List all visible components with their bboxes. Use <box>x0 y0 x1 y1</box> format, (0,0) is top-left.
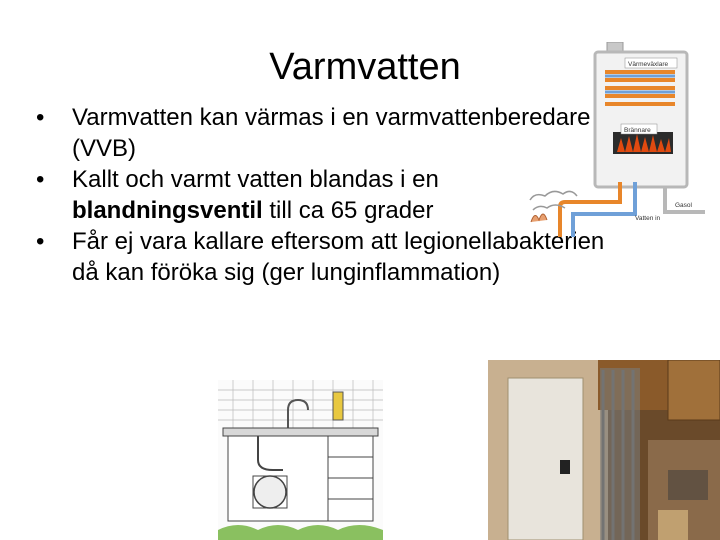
label-water-in: Vatten in <box>635 215 661 222</box>
label-burner: Brännare <box>624 127 651 134</box>
kitchen-sink-drawing <box>218 380 383 540</box>
bathroom-photo <box>488 360 720 540</box>
label-gas: Gasol <box>675 202 692 209</box>
label-heat-exchanger: Värmeväxlare <box>628 61 669 68</box>
water-heater-diagram <box>525 42 705 237</box>
bullet-marker: • <box>36 228 45 255</box>
bullet-text: Får ej vara kallare eftersom att legionellabakterien då kan föröka sig (ger lunginflammation) <box>72 228 605 286</box>
bullet-text: till ca 65 grader <box>262 197 434 224</box>
bullet-text: Kallt och varmt vatten blandas i en <box>72 166 439 193</box>
bullet-marker: • <box>36 104 45 131</box>
bullet-text: Varmvatten kan värmas i en varmvattenberedare (VVB) <box>72 104 591 162</box>
slide-title: Varmvatten <box>269 46 461 88</box>
bullet-bold-term: blandningsventil <box>72 197 263 224</box>
bullet-marker: • <box>36 166 45 193</box>
